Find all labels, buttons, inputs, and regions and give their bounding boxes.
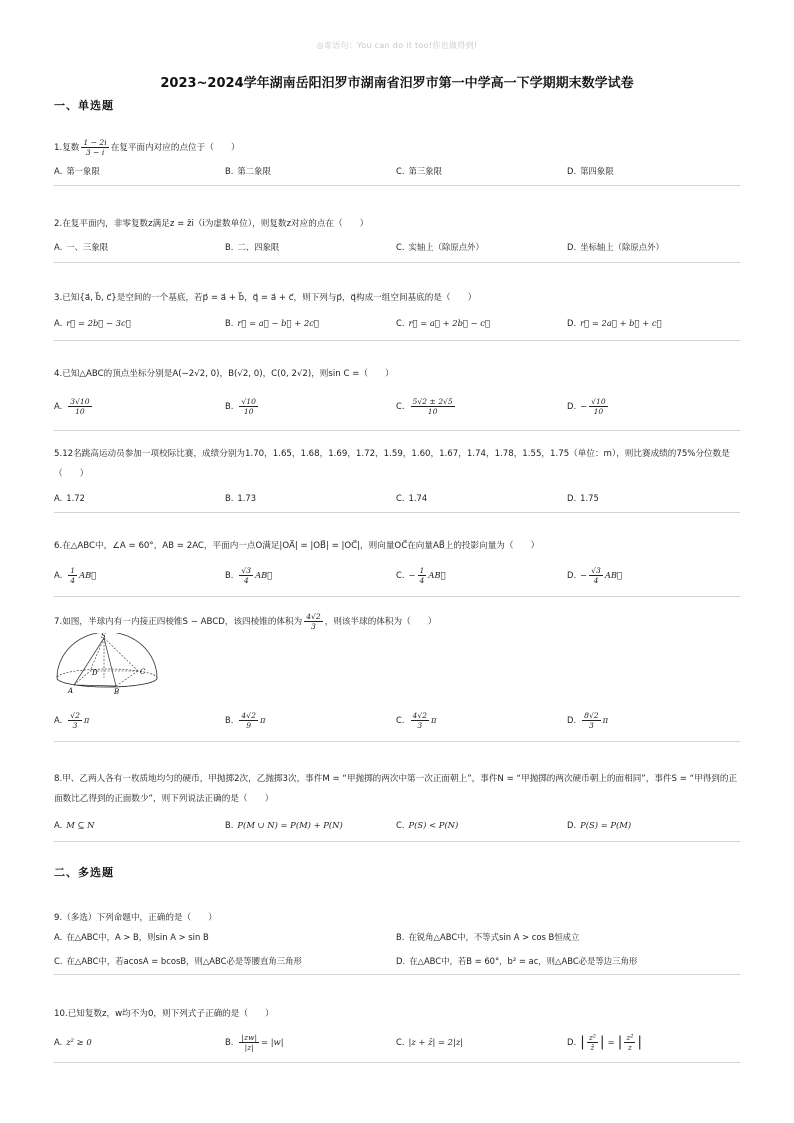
question-stem: 1.复数 $\frac{1 - 2i}{3 - i}$ 在复平面内对应的点位于（ ）	[54, 138, 240, 157]
question-2	[54, 217, 740, 263]
question-stem: 3.已知{a⃗, b⃗, c⃗}是空间的一个基底，若p⃗ = a⃗ + b⃗，q⃗ = a⃗ + c⃗，则下列与p⃗，q⃗构成一组空间基底的是（ ）	[54, 293, 477, 303]
option-d[interactable]: D. $\frac{8√2}{3}$ π	[567, 710, 609, 730]
question-6	[54, 539, 740, 597]
option-b[interactable]: B. $\frac{√3}{4}$ AB⃗	[225, 565, 273, 585]
section-multiple-choice: 二、多选题	[54, 866, 114, 879]
option-a[interactable]: A. M ⊆ N	[54, 820, 95, 830]
svg-text:C: C	[140, 668, 146, 676]
question-stem: 5.12名跳高运动员参加一项校际比赛，成绩分别为1.70，1.65，1.68，1.69，1.72，1.59，1.60，1.67，1.74，1.78，1.55，1.75（单位：m），则比赛成绩的75%分位数是（ ）	[54, 449, 730, 479]
watermark: ◎寄语句：You can do it too!你也做得到!	[316, 41, 478, 50]
option-d[interactable]: D. r⃗ = 2a⃗ + b⃗ + c⃗	[567, 318, 662, 328]
option-c[interactable]: C. r⃗ = a⃗ + 2b⃗ − c⃗	[396, 318, 491, 328]
option-b[interactable]: B. $\frac{√10}{10}$	[225, 396, 256, 416]
option-b[interactable]: B. 第二象限	[225, 166, 271, 176]
exam-title: 2023~2024学年湖南岳阳汨罗市湖南省汨罗市第一中学高一下学期期末数学试卷	[160, 76, 634, 91]
option-d[interactable]: D. − $\frac{√10}{10}$	[567, 396, 606, 416]
option-d[interactable]: D. 1.75	[567, 493, 599, 503]
option-a[interactable]: A. 一、三象限	[54, 242, 109, 252]
option-d[interactable]: D. 第四象限	[567, 166, 614, 176]
option-b[interactable]: B. $\frac{4√2}{9}$ π	[225, 710, 266, 730]
svg-text:S: S	[101, 633, 106, 640]
question-4	[54, 367, 740, 431]
option-d[interactable]: D. P(S) = P(M)	[567, 820, 632, 830]
svg-text:D: D	[92, 669, 98, 677]
option-b[interactable]: B. $\frac{|zw|}{|z|}$ = |w|	[225, 1032, 284, 1052]
question-7	[54, 612, 740, 742]
option-b[interactable]: B. 1.73	[225, 493, 257, 503]
hemisphere-pyramid-figure	[54, 633, 740, 699]
option-c[interactable]: C. $\frac{5√2 \pm 2√5}{10}$	[396, 396, 453, 416]
option-b[interactable]: B. 二、四象限	[225, 242, 280, 252]
section-single-choice: 一、单选题	[54, 99, 114, 112]
option-a[interactable]: A. $\frac{√2}{3}$ π	[54, 710, 90, 730]
option-a[interactable]: A. $\frac{1}{4}$ AB⃗	[54, 565, 97, 585]
question-5	[54, 444, 740, 513]
question-stem: 8.甲、乙两人各有一枚质地均匀的硬币，甲抛掷2次，乙抛掷3次，事件M = “甲抛掷的两次中第一次正面朝上”，事件N = “甲抛掷的两次硬币朝上的面相同”，事件S = “甲得到的正面数比乙得到的正面数少”，则下列说法正确的是（ ）	[54, 774, 738, 804]
question-stem: 10.已知复数z，w均不为0，则下列式子正确的是（ ）	[54, 1009, 274, 1019]
option-a[interactable]: A. r⃗ = 2b⃗ − 3c⃗	[54, 318, 131, 328]
question-10	[54, 1007, 740, 1063]
option-c[interactable]: C. 实轴上（除原点外）	[396, 242, 484, 252]
option-c[interactable]: C. 在△ABC中，若acosA = bcosB，则△ABC必是等腰直角三角形	[54, 956, 302, 966]
question-stem: 9.（多选）下列命题中，正确的是（ ）	[54, 913, 217, 923]
option-b[interactable]: B. 在锐角△ABC中，不等式sin A > cos B恒成立	[396, 932, 580, 942]
question-3	[54, 291, 740, 341]
option-a[interactable]: A. $\frac{3√10}{10}$	[54, 396, 90, 416]
option-c[interactable]: C. − $\frac{1}{4}$ AB⃗	[396, 565, 446, 585]
svg-text:A: A	[68, 687, 74, 695]
option-b[interactable]: B. r⃗ = a⃗ − b⃗ + 2c⃗	[225, 318, 319, 328]
option-a[interactable]: A. 在△ABC中，A > B，则sin A > sin B	[54, 932, 209, 942]
option-d[interactable]: D. − $\frac{√3}{4}$ AB⃗	[567, 565, 623, 585]
question-9	[54, 911, 740, 975]
option-c[interactable]: C. $\frac{4√2}{3}$ π	[396, 710, 437, 730]
svg-text:B: B	[114, 688, 120, 695]
option-c[interactable]: C. 1.74	[396, 493, 428, 503]
question-stem: 4.已知△ABC的顶点坐标分别是A(−2√2, 0)，B(√2, 0)，C(0, 2√2)，则sin C =（ ）	[54, 369, 394, 379]
option-d[interactable]: D. 在△ABC中，若B = 60°，b² = ac，则△ABC必是等边三角形	[396, 956, 638, 966]
option-c[interactable]: C. 第三象限	[396, 166, 443, 176]
option-d[interactable]: D. 坐标轴上（除原点外）	[567, 242, 664, 252]
question-stem: 6.在△ABC中，∠A = 60°，AB = 2AC，平面内一点O满足|OA⃗| = |OB⃗| = |OC⃗|，则向量OC⃗在向量AB⃗上的投影向量为（ ）	[54, 541, 540, 551]
option-a[interactable]: A. 1.72	[54, 493, 85, 503]
option-d[interactable]: D. | $\frac{\text{z²}}{z̄}$ | = | $\frac{\text{z²}}{z}$ |	[567, 1032, 643, 1052]
option-a[interactable]: A. z² ≥ 0	[54, 1037, 92, 1047]
option-c[interactable]: C. P(S) < P(N)	[396, 820, 459, 830]
question-stem: 2.在复平面内，非零复数z满足z = z̄i（i为虚数单位），则复数z对应的点在（ ）	[54, 219, 369, 229]
option-c[interactable]: C. |z + z̄| = 2|z|	[396, 1037, 464, 1047]
fraction: $\frac{1 - 2i}{3 - i}$	[83, 138, 107, 157]
question-1	[54, 138, 740, 186]
question-8	[54, 769, 740, 842]
option-a[interactable]: A. 第一象限	[54, 166, 100, 176]
question-stem: 7.如图，半球内有一内接正四棱锥S − ABCD，该四棱锥的体积为 $\frac{4√2}{3}$ ，则该半球的体积为（ ）	[54, 612, 437, 631]
option-b[interactable]: B. P(M ∪ N) = P(M) + P(N)	[225, 820, 343, 830]
